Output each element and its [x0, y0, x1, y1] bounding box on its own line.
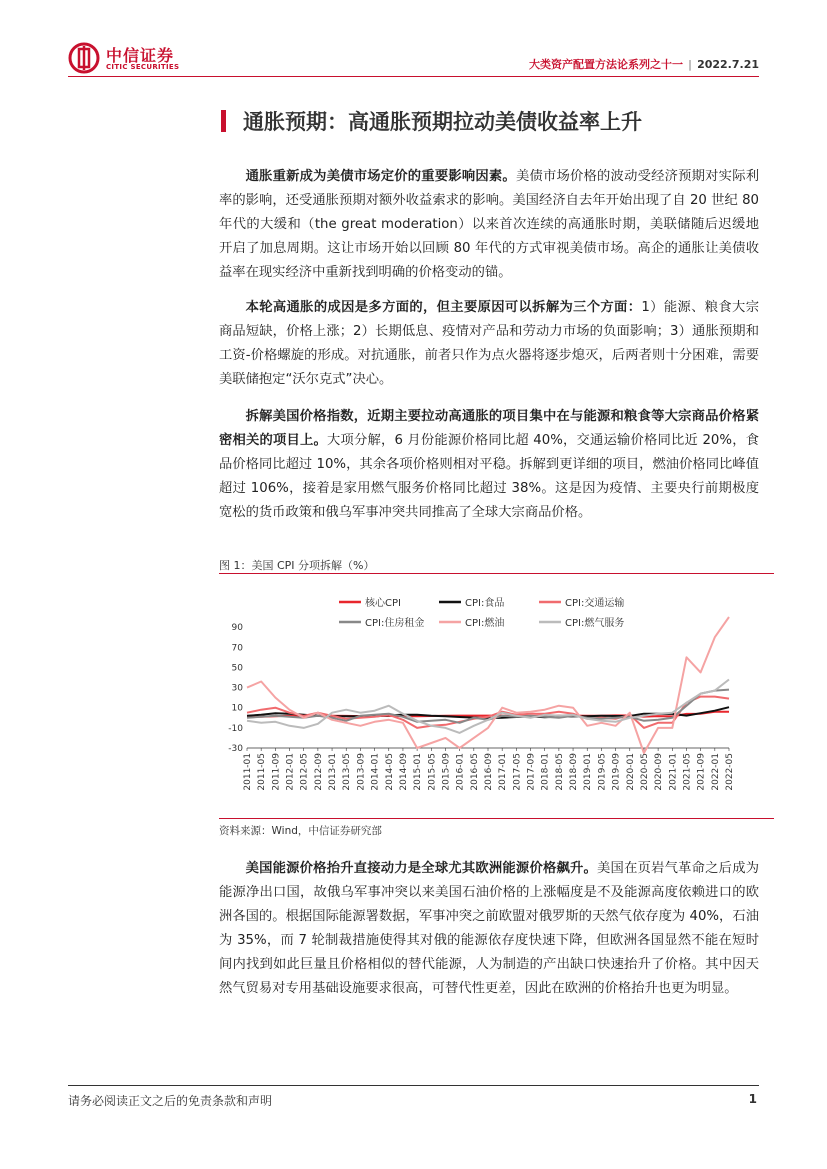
x-tick-label: 2018-05	[554, 753, 565, 791]
x-tick-label: 2019-05	[597, 753, 608, 791]
header-divider	[68, 76, 759, 77]
y-tick-label: 30	[231, 683, 243, 694]
x-tick-label: 2012-09	[313, 753, 324, 791]
x-tick-label: 2015-09	[441, 753, 452, 791]
x-tick-label: 2018-09	[569, 753, 580, 791]
series-title: 大类资产配置方法论系列之十一	[529, 58, 684, 71]
paragraph-2	[219, 296, 759, 392]
y-tick-label: 90	[231, 623, 243, 634]
y-tick-label: 10	[231, 703, 243, 714]
x-tick-label: 2022-05	[725, 753, 735, 791]
citic-logo-icon	[68, 42, 100, 74]
y-tick-label: 70	[231, 643, 243, 654]
x-tick-label: 2012-05	[299, 753, 310, 791]
header-meta	[529, 56, 759, 72]
paragraph-body: 美债市场价格的波动受经济预期对实际利率的影响，还受通胀预期对额外收益索求的影响。美国经济自去年开始出现了自 20 世纪 80 年代的大缓和（the great moderation）以来首次连续的高通胀时期，美联储随后迟缓地开启了加息周期。这让市场开始以回顾 80 年代的方式审视美债市场。高企的通胀让美债收益率在现实经济中重新找到明确的价格变动的锚。	[219, 169, 760, 280]
y-tick-label: 50	[231, 663, 243, 674]
x-tick-label: 2015-05	[427, 753, 438, 791]
series-line	[247, 680, 729, 733]
x-tick-label: 2011-01	[243, 753, 253, 791]
page-number: 1	[748, 1092, 757, 1106]
legend-label: CPI:燃油	[465, 618, 505, 629]
x-tick-label: 2013-01	[328, 753, 339, 791]
x-tick-label: 2021-09	[696, 753, 707, 791]
figure-title: 图 1：美国 CPI 分项拆解（%）	[219, 559, 375, 572]
paragraph-lead: 拆解美国价格指数，近期主要拉动高通胀的项目集中在与能源和粮食等大宗商品价格紧密相关的项目上。	[219, 409, 759, 448]
x-tick-label: 2020-05	[639, 753, 650, 791]
legend-label: CPI:食品	[465, 598, 505, 609]
x-tick-label: 2016-09	[484, 753, 494, 791]
legend-label: 核心CPI	[365, 598, 401, 609]
paragraph-4	[219, 857, 759, 1001]
paragraph-lead: 本轮高通胀的成因是多方面的，但主要原因可以拆解为三个方面：	[245, 300, 642, 315]
figure-top-rule	[219, 573, 774, 574]
x-tick-label: 2018-01	[540, 753, 551, 791]
company-logo	[68, 42, 180, 74]
x-tick-label: 2012-01	[285, 753, 296, 791]
x-tick-label: 2021-05	[682, 753, 693, 791]
y-tick-label: -10	[228, 723, 243, 734]
paragraph-body: 大项分解，6 月份能源价格同比超 40%，交通运输价格同比近 20%，食品价格同比超过 10%，其余各项价格则相对平稳。拆解到更详细的项目，燃油价格同比峰值超过 106%，接着是家用燃气服务价格同比超过 38%。这是因为疫情、主要央行前期极度宽松的货币政策和俄乌军事冲突共同推高了全球大宗商品价格。	[219, 433, 760, 520]
x-tick-label: 2015-01	[413, 753, 424, 791]
x-tick-label: 2020-01	[625, 753, 636, 791]
section-marker	[221, 110, 226, 132]
x-tick-label: 2016-05	[469, 753, 480, 791]
x-tick-label: 2017-09	[526, 753, 537, 791]
x-tick-label: 2021-01	[668, 753, 679, 791]
paragraph-3	[219, 405, 759, 525]
x-tick-label: 2011-09	[271, 753, 282, 791]
paragraph-1	[219, 165, 759, 285]
company-name-cn: 中信证券	[106, 46, 175, 65]
footer-disclaimer: 请务必阅读正文之后的免责条款和声明	[68, 1094, 273, 1108]
x-tick-label: 2013-09	[356, 753, 367, 791]
company-name-en: CITIC SECURITIES	[106, 63, 180, 71]
x-tick-label: 2019-09	[611, 753, 622, 791]
cpi-breakdown-chart	[219, 582, 774, 814]
x-tick-label: 2014-05	[384, 753, 395, 791]
paragraph-lead: 通胀重新成为美债市场定价的重要影响因素。	[245, 169, 516, 184]
paragraph-body: 1）能源、粮食大宗商品短缺，价格上涨；2）长期低息、疫情对产品和劳动力市场的负面影响；3）通胀预期和工资-价格螺旋的形成。对抗通胀，前者只作为点火器将逐步熄灭，后两者则十分困难，需要美联储抱定“沃尔克式”决心。	[219, 300, 759, 387]
report-date: 2022.7.21	[697, 58, 759, 71]
series-line	[247, 617, 729, 753]
figure-source: 资料来源：Wind，中信证券研究部	[219, 825, 382, 837]
x-tick-label: 2017-05	[512, 753, 523, 791]
x-tick-label: 2017-01	[498, 753, 509, 791]
figure-bottom-rule	[219, 818, 774, 819]
x-tick-label: 2019-01	[583, 753, 594, 791]
footer-divider	[68, 1085, 759, 1086]
legend-label: CPI:燃气服务	[565, 618, 625, 629]
legend-label: CPI:住房租金	[365, 618, 425, 629]
x-tick-label: 2014-01	[370, 753, 381, 791]
x-tick-label: 2016-01	[455, 753, 466, 791]
section-title: 通胀预期：高通胀预期拉动美债收益率上升	[243, 110, 642, 134]
paragraph-body: 美国在页岩气革命之后成为能源净出口国，故俄乌军事冲突以来美国石油价格的上涨幅度是不及能源高度依赖进口的欧洲各国的。根据国际能源署数据，军事冲突之前欧盟对俄罗斯的天然气依存度为 40%，石油为 35%，而 7 轮制裁措施使得其对俄的能源依存度快速下降，但欧洲各国显然不能在短时间内找到如此巨量且价格相似的替代能源，人为制造的产出缺口快速抬升了价格。其中因天然气贸易对专用基础设施要求很高，可替代性更差，因此在欧洲的价格抬升也更为明显。	[219, 861, 760, 996]
paragraph-lead: 美国能源价格抬升直接动力是全球尤其欧洲能源价格飙升。	[245, 861, 598, 876]
legend-label: CPI:交通运输	[565, 598, 625, 609]
x-tick-label: 2011-05	[257, 753, 268, 791]
x-tick-label: 2022-01	[710, 753, 721, 791]
y-tick-label: -30	[228, 744, 243, 754]
x-tick-label: 2020-09	[654, 753, 665, 791]
x-tick-label: 2014-09	[398, 753, 409, 791]
x-tick-label: 2013-05	[342, 753, 353, 791]
header-separator: |	[688, 58, 693, 71]
